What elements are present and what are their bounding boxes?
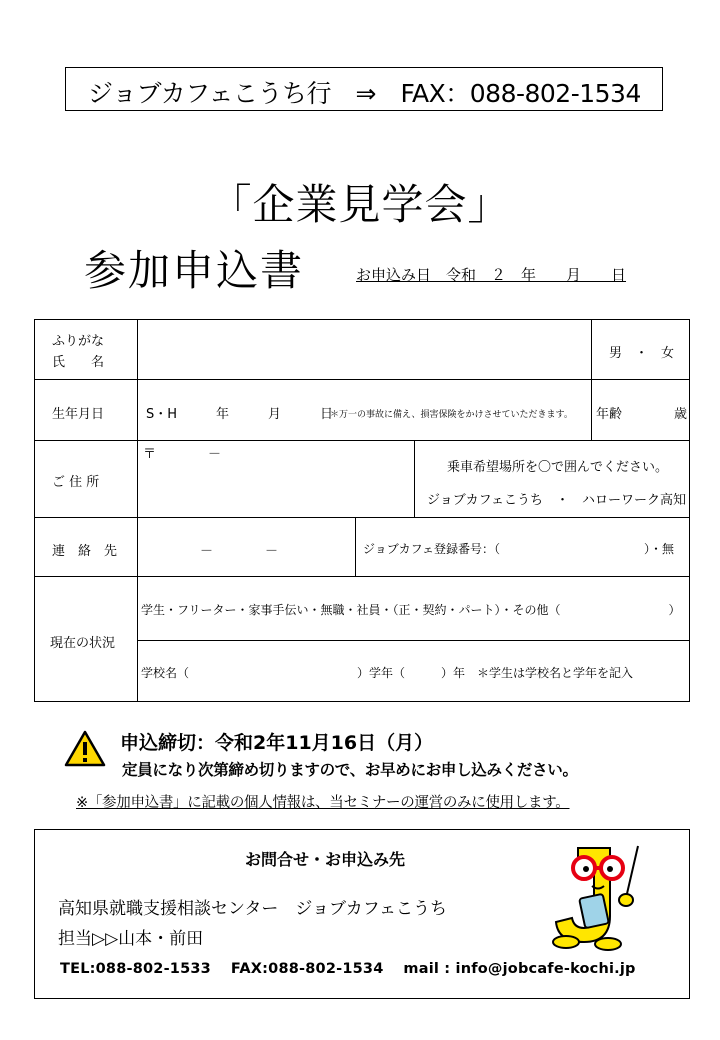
name-label: 氏 名	[52, 355, 105, 370]
address-label: ご 住 所	[52, 475, 100, 490]
form-title: 参加申込書	[84, 246, 305, 295]
warning-icon	[64, 730, 106, 768]
contact-details[interactable]: TEL:088-802-1533 FAX:088-802-1534 mail : info@jobcafe-kochi.jp	[60, 961, 636, 977]
insurance-note: ＊万一の事故に備え、損害保険をかけさせていただきます。	[330, 410, 573, 420]
school-grade-field[interactable]: 学校名（ ）学年（ ）年 ＊学生は学校名と学年を記入	[141, 666, 634, 680]
current-status-label: 現在の状況	[50, 636, 116, 651]
deadline-note: 定員になり次第締め切りますので、お早めにお申し込みください。	[122, 761, 578, 779]
birthdate-label: 生年月日	[52, 407, 105, 422]
event-title: 「企業見学会」	[209, 180, 511, 229]
application-date-field[interactable]: お申込み日 令和 ２ 年 月 日	[356, 266, 627, 284]
postal-code-field[interactable]: 〒 －	[143, 447, 222, 462]
age-unit[interactable]: 歳	[674, 407, 688, 422]
birthdate-field[interactable]: S・H 年 月 日	[146, 407, 334, 422]
status-options[interactable]: 学生・フリーター・家事手伝い・無職・社員・（正・契約・パート）・その他（ ）	[141, 603, 681, 617]
privacy-notice: ※「参加申込書」に記載の個人情報は、当セミナーの運営のみに使用します。	[76, 795, 570, 811]
center-name: 高知県就職支援相談センター ジョブカフェこうち	[58, 899, 447, 919]
pickup-instruction: 乗車希望場所を〇で囲んでください。	[447, 460, 669, 475]
deadline-text: 申込締切：令和2年11月16日（月）	[120, 732, 434, 754]
registration-number-field[interactable]: ジョブカフェ登録番号：（ ）・無	[363, 542, 675, 556]
gender-options[interactable]: 男 ・ 女	[609, 346, 675, 361]
furigana-label: ふりがな	[52, 334, 105, 349]
pickup-options[interactable]: ジョブカフェこうち ・ ハローワーク高知	[427, 493, 686, 508]
contact-title: お問合せ・お申込み先	[245, 850, 406, 869]
age-label: 年齢	[596, 407, 623, 422]
mascot-icon	[538, 838, 648, 953]
contact-label: 連 絡 先	[52, 544, 118, 559]
name-input-area[interactable]	[138, 320, 591, 379]
staff-names: 担当▷▷山本・前田	[58, 929, 204, 949]
phone-field[interactable]: － －	[200, 544, 279, 559]
fax-destination-text: ジョブカフェこうち行 ⇒ FAX：088-802-1534	[88, 79, 641, 108]
